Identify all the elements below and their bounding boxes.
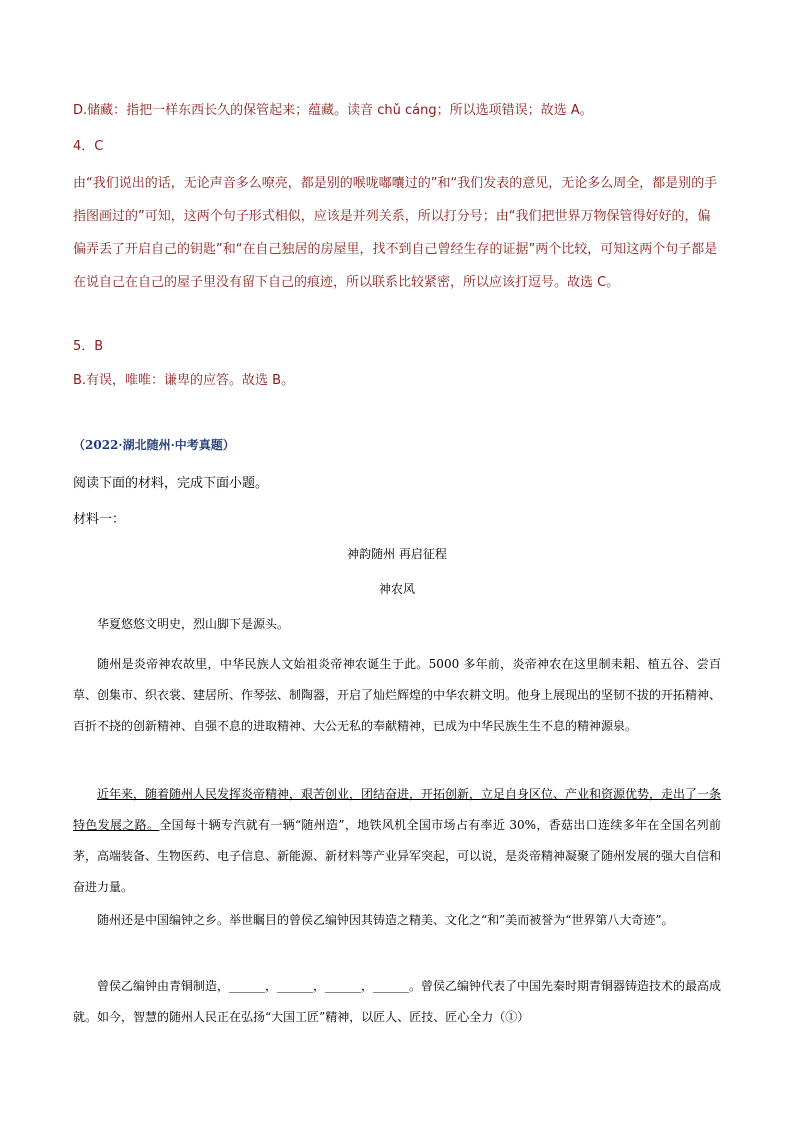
article-subtitle: 神农风 xyxy=(378,582,415,596)
question-source: （2022·湖北随州·中考真题） xyxy=(73,438,235,452)
underlined-sentence: 近年来，随着随州人民发挥炎帝精神，艰苦创业，团结奋进，开拓创新，立足自身区位、产业和资源优势，走出了一条特色发展之路。 xyxy=(73,787,722,832)
paragraph-3-rest: 全国每十辆专汽就有一辆“随州造”，地铁风机全国市场占有率近 30%，香菇出口连续多年在全国名列前茅，高端装备、生物医药、电子信息、新能源、新材料等产业异军突起，可以说，是炎帝精神凝聚了随州发展的强大自信和奋进力量。 xyxy=(73,818,722,894)
question-4-explanation: 由“我们说出的话，无论声音多么嘹亮，都是别的喉咙嘟囔过的”和“我们发表的意见，无论多么周全，都是别的手指图画过的”可知，这两个句子形式相似，应该是并列关系，所以打分号；由“我们把世界万物保管得好好的，偏偏弄丢了开启自己的钥匙”和“在自己独居的房屋里，找不到自己曾经生存的证据”两个比较，可知这两个句子都是在说自己在自己的屋子里没有留下自己的痕迹，所以联系比较紧密，所以应该打逗号。故选 C。 xyxy=(73,176,718,290)
reading-instruction: 阅读下面的材料，完成下面小题。 xyxy=(73,476,269,491)
article-paragraph-1: 华夏悠悠文明史，烈山脚下是源头。 xyxy=(97,617,290,631)
question-5-explanation: B.有误，唯唯：谦卑的应答。故选 B。 xyxy=(73,373,295,388)
article-paragraph-4: 随州还是中国编钟之乡。举世瞩目的曾侯乙编钟因其铸造之精美、文化之“和”美而被誉为“世界第八大奇迹”。 xyxy=(97,913,674,927)
article-paragraph-3 xyxy=(73,779,721,903)
question-4-answer: 4．C xyxy=(73,139,104,154)
material-label: 材料一： xyxy=(73,512,126,527)
answer-option-d: D.储藏：指把一样东西长久的保管起来；蕴藏。读音 chǔ cáng；所以选项错误；故选 A。 xyxy=(73,103,593,118)
article-paragraph-5: 曾侯乙编钟由青铜制造，______，______，______，______。曾侯乙编钟代表了中国先秦时期青铜器铸造技术的最高成就。如今，智慧的随州人民正在弘扬“大国工匠”精神，以匠人、匠技、匠心全力（①） xyxy=(73,979,722,1024)
article-paragraph-2: 随州是炎帝神农故里，中华民族人文始祖炎帝神农诞生于此。5000 多年前，炎帝神农在这里制耒耜、植五谷、尝百草、创集市、织衣裳、建居所、作琴弦、制陶器，开启了灿烂辉煌的中华农耕文明。他身上展现出的坚韧不拔的开拓精神、百折不挠的创新精神、自强不息的进取精神、大公无私的奉献精神，已成为中华民族生生不息的精神源泉。 xyxy=(73,657,722,733)
question-5-answer: 5．B xyxy=(73,339,104,354)
article-title: 神韵随州 再启征程 xyxy=(347,547,447,561)
